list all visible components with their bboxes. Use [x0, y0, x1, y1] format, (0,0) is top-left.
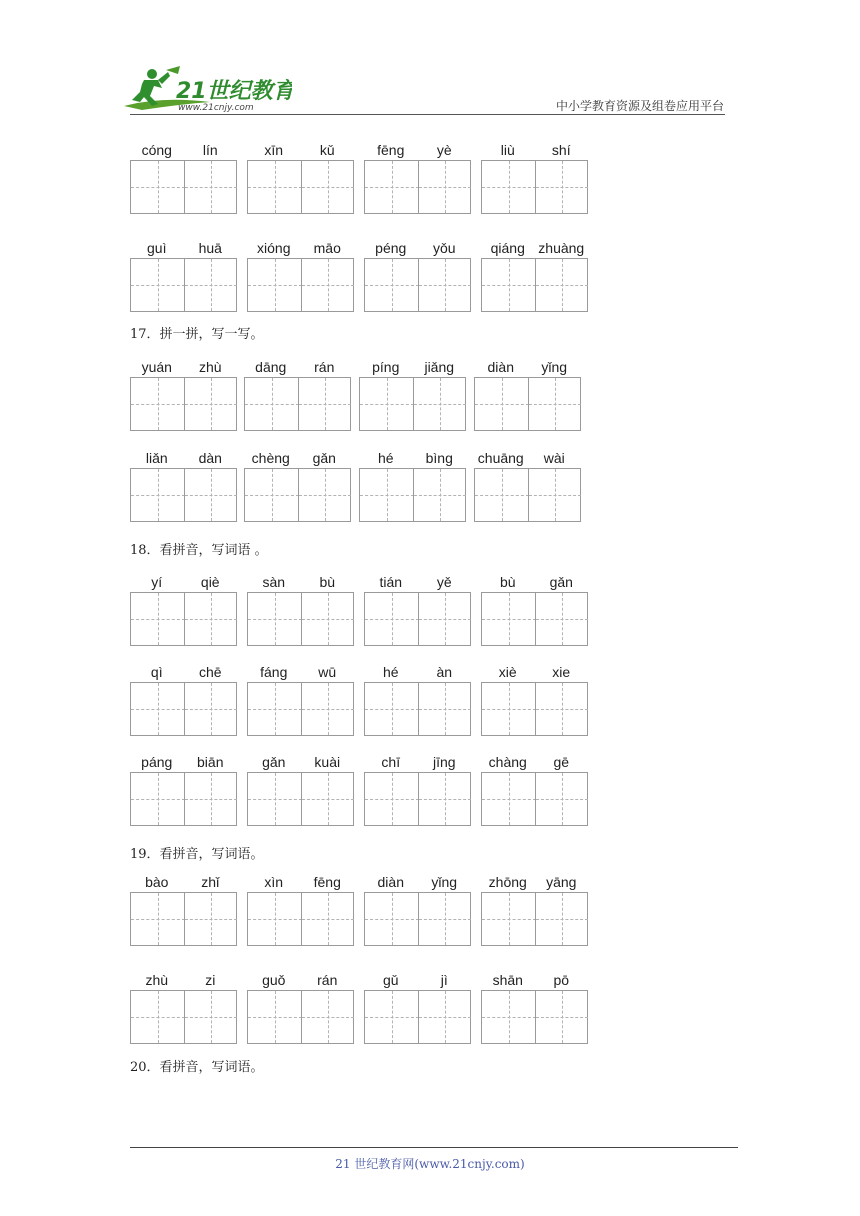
- writing-grid[interactable]: [247, 682, 354, 736]
- writing-grid[interactable]: [481, 990, 588, 1044]
- character-cell[interactable]: [131, 991, 185, 1043]
- guide-line-vertical: [272, 378, 273, 430]
- pinyin-syllable: diàn: [487, 359, 514, 375]
- guide-line-vertical: [211, 593, 212, 645]
- guide-line-vertical: [158, 893, 159, 945]
- guide-line-vertical: [328, 161, 329, 213]
- guide-line-vertical: [562, 259, 563, 311]
- writing-grid[interactable]: [481, 682, 588, 736]
- writing-grid[interactable]: [130, 468, 237, 522]
- pinyin-syllable: chī: [381, 754, 401, 770]
- character-cell[interactable]: [535, 893, 589, 945]
- pinyin-syllable: gǔ: [382, 972, 399, 988]
- character-cell[interactable]: [528, 378, 582, 430]
- pinyin-syllable: liù: [500, 142, 515, 158]
- writing-grid[interactable]: [247, 592, 354, 646]
- character-cell[interactable]: [482, 259, 536, 311]
- guide-line-vertical: [328, 773, 329, 825]
- character-cell[interactable]: [301, 893, 355, 945]
- pinyin-syllable: dàn: [198, 450, 222, 466]
- writing-grid[interactable]: [364, 682, 471, 736]
- guide-line-vertical: [562, 161, 563, 213]
- character-cell[interactable]: [301, 683, 355, 735]
- character-cell[interactable]: [248, 991, 302, 1043]
- guide-line-vertical: [211, 893, 212, 945]
- character-cell[interactable]: [418, 893, 472, 945]
- pinyin-syllable: chèng: [251, 450, 290, 466]
- pinyin-syllable: zhù: [145, 972, 169, 988]
- pinyin-syllable: biān: [197, 754, 224, 770]
- guide-line-vertical: [275, 773, 276, 825]
- pinyin-syllable: bìng: [425, 450, 453, 466]
- character-cell[interactable]: [365, 893, 419, 945]
- guide-line-vertical: [211, 161, 212, 213]
- character-cell[interactable]: [365, 991, 419, 1043]
- character-cell[interactable]: [131, 378, 185, 430]
- pinyin-syllable: huā: [198, 240, 222, 256]
- character-cell[interactable]: [184, 773, 238, 825]
- guide-line-vertical: [158, 161, 159, 213]
- runner-logo-icon: [122, 66, 292, 112]
- character-cell[interactable]: [365, 259, 419, 311]
- pinyin-syllable: yǐng: [541, 359, 568, 375]
- character-cell[interactable]: [528, 469, 582, 521]
- character-cell[interactable]: [131, 893, 185, 945]
- character-cell[interactable]: [365, 773, 419, 825]
- character-cell[interactable]: [413, 378, 467, 430]
- question-17-title: 17．拼一拼，写一写。: [130, 327, 264, 342]
- guide-line-vertical: [275, 893, 276, 945]
- guide-line-vertical: [509, 593, 510, 645]
- pinyin-syllable: cóng: [141, 142, 172, 158]
- page-header: [0, 0, 860, 120]
- guide-line-vertical: [328, 893, 329, 945]
- pinyin-syllable: liǎn: [145, 450, 168, 466]
- pinyin-syllable: fēng: [313, 874, 341, 890]
- character-cell[interactable]: [365, 161, 419, 213]
- guide-line-vertical: [509, 161, 510, 213]
- pinyin-syllable: kǔ: [319, 142, 335, 158]
- pinyin-syllable: guì: [147, 240, 167, 256]
- writing-grid[interactable]: [364, 990, 471, 1044]
- header-divider: [130, 114, 725, 115]
- character-cell[interactable]: [298, 469, 352, 521]
- pinyin-syllable: shān: [492, 972, 523, 988]
- guide-line-vertical: [509, 893, 510, 945]
- character-cell[interactable]: [301, 593, 355, 645]
- guide-line-vertical: [275, 593, 276, 645]
- guide-line-vertical: [275, 991, 276, 1043]
- character-cell[interactable]: [301, 773, 355, 825]
- character-cell[interactable]: [535, 161, 589, 213]
- pinyin-syllable: gē: [553, 754, 570, 770]
- pinyin-syllable: zi: [205, 972, 216, 988]
- pinyin-syllable: hé: [377, 450, 394, 466]
- guide-line-vertical: [509, 773, 510, 825]
- writing-grid[interactable]: [247, 990, 354, 1044]
- pinyin-syllable: bào: [145, 874, 169, 890]
- character-cell[interactable]: [301, 991, 355, 1043]
- guide-line-vertical: [562, 991, 563, 1043]
- pinyin-syllable: kuài: [314, 754, 341, 770]
- footer-site-link[interactable]: 21 世纪教育网(www.21cnjy.com): [335, 1157, 525, 1171]
- guide-line-vertical: [211, 683, 212, 735]
- guide-line-vertical: [502, 469, 503, 521]
- guide-line-vertical: [445, 161, 446, 213]
- guide-line-vertical: [392, 991, 393, 1043]
- character-cell[interactable]: [535, 593, 589, 645]
- character-cell[interactable]: [418, 773, 472, 825]
- guide-line-vertical: [328, 991, 329, 1043]
- character-cell[interactable]: [535, 773, 589, 825]
- pinyin-syllable: dāng: [255, 359, 287, 375]
- pinyin-syllable: qiáng: [490, 240, 525, 256]
- guide-line-vertical: [275, 259, 276, 311]
- guide-line-vertical: [440, 378, 441, 430]
- pinyin-syllable: fáng: [260, 664, 288, 680]
- site-tagline: 中小学教育资源及组卷应用平台: [555, 99, 724, 113]
- writing-grid[interactable]: [130, 682, 237, 736]
- pinyin-syllable: bù: [319, 574, 336, 590]
- pinyin-syllable: xìn: [264, 874, 284, 890]
- writing-grid[interactable]: [130, 258, 237, 312]
- character-cell[interactable]: [482, 893, 536, 945]
- guide-line-vertical: [445, 259, 446, 311]
- character-cell[interactable]: [475, 378, 529, 430]
- character-cell[interactable]: [184, 259, 238, 311]
- character-cell[interactable]: [418, 991, 472, 1043]
- guide-line-vertical: [325, 469, 326, 521]
- character-cell[interactable]: [131, 773, 185, 825]
- pinyin-syllable: jiǎng: [424, 359, 455, 375]
- guide-line-vertical: [562, 893, 563, 945]
- character-cell[interactable]: [365, 593, 419, 645]
- pinyin-syllable: qiè: [200, 574, 220, 590]
- pinyin-syllable: wū: [318, 664, 337, 680]
- pinyin-syllable: sàn: [262, 574, 286, 590]
- pinyin-syllable: lín: [202, 142, 218, 158]
- writing-grid[interactable]: [130, 990, 237, 1044]
- guide-line-vertical: [158, 683, 159, 735]
- character-cell[interactable]: [482, 161, 536, 213]
- pinyin-syllable: gǎn: [262, 754, 286, 770]
- guide-line-vertical: [392, 683, 393, 735]
- writing-grid[interactable]: [130, 377, 237, 431]
- guide-line-vertical: [445, 773, 446, 825]
- pinyin-syllable: wài: [543, 450, 565, 466]
- writing-grid[interactable]: [244, 468, 351, 522]
- guide-line-vertical: [387, 378, 388, 430]
- writing-grid[interactable]: [481, 160, 588, 214]
- writing-grid[interactable]: [244, 377, 351, 431]
- writing-grid[interactable]: [247, 160, 354, 214]
- pinyin-syllable: zhuàng: [538, 240, 585, 256]
- guide-line-vertical: [158, 469, 159, 521]
- character-cell[interactable]: [298, 378, 352, 430]
- guide-line-vertical: [445, 593, 446, 645]
- character-cell[interactable]: [184, 593, 238, 645]
- writing-grid[interactable]: [481, 892, 588, 946]
- guide-line-vertical: [445, 683, 446, 735]
- guide-line-vertical: [211, 773, 212, 825]
- writing-grid[interactable]: [130, 160, 237, 214]
- guide-line-vertical: [502, 378, 503, 430]
- pinyin-syllable: yuán: [141, 359, 172, 375]
- pinyin-syllable: xióng: [257, 240, 291, 256]
- character-cell[interactable]: [535, 259, 589, 311]
- writing-grid[interactable]: [130, 772, 237, 826]
- character-cell[interactable]: [248, 683, 302, 735]
- guide-line-vertical: [158, 593, 159, 645]
- character-cell[interactable]: [248, 893, 302, 945]
- writing-grid[interactable]: [364, 592, 471, 646]
- writing-grid[interactable]: [474, 468, 581, 522]
- character-cell[interactable]: [413, 469, 467, 521]
- guide-line-vertical: [392, 161, 393, 213]
- pinyin-syllable: yí: [151, 574, 163, 590]
- svg-text:www.21cnjy.com: www.21cnjy.com: [178, 103, 254, 112]
- pinyin-syllable: hé: [382, 664, 399, 680]
- guide-line-vertical: [387, 469, 388, 521]
- writing-grid[interactable]: [364, 892, 471, 946]
- guide-line-vertical: [158, 259, 159, 311]
- character-cell[interactable]: [301, 259, 355, 311]
- writing-grid[interactable]: [364, 772, 471, 826]
- guide-line-vertical: [275, 683, 276, 735]
- character-cell[interactable]: [184, 378, 238, 430]
- guide-line-vertical: [211, 991, 212, 1043]
- pinyin-syllable: bù: [499, 574, 516, 590]
- character-cell[interactable]: [482, 991, 536, 1043]
- writing-grid[interactable]: [481, 258, 588, 312]
- guide-line-vertical: [158, 378, 159, 430]
- character-cell[interactable]: [184, 161, 238, 213]
- pinyin-syllable: píng: [372, 359, 400, 375]
- question-19-title: 19．看拼音，写词语。: [130, 847, 264, 862]
- character-cell[interactable]: [245, 469, 299, 521]
- guide-line-vertical: [392, 259, 393, 311]
- writing-grid[interactable]: [359, 377, 466, 431]
- guide-line-vertical: [211, 378, 212, 430]
- pinyin-syllable: chàng: [488, 754, 527, 770]
- character-cell[interactable]: [184, 991, 238, 1043]
- writing-grid[interactable]: [247, 258, 354, 312]
- pinyin-syllable: gǎn: [312, 450, 336, 466]
- pinyin-syllable: jīng: [432, 754, 456, 770]
- writing-grid[interactable]: [130, 892, 237, 946]
- character-cell[interactable]: [360, 378, 414, 430]
- character-cell[interactable]: [482, 683, 536, 735]
- site-logo: [122, 66, 292, 117]
- guide-line-vertical: [555, 378, 556, 430]
- pinyin-syllable: chē: [198, 664, 222, 680]
- pinyin-syllable: jì: [440, 972, 448, 988]
- writing-grid[interactable]: [364, 160, 471, 214]
- character-cell[interactable]: [131, 683, 185, 735]
- guide-line-vertical: [211, 259, 212, 311]
- guide-line-vertical: [328, 259, 329, 311]
- pinyin-syllable: rán: [317, 972, 338, 988]
- character-cell[interactable]: [184, 469, 238, 521]
- guide-line-vertical: [509, 683, 510, 735]
- pinyin-syllable: pō: [553, 972, 570, 988]
- pinyin-syllable: zhù: [198, 359, 222, 375]
- character-cell[interactable]: [535, 991, 589, 1043]
- guide-line-vertical: [445, 991, 446, 1043]
- writing-grid[interactable]: [130, 592, 237, 646]
- character-cell[interactable]: [360, 469, 414, 521]
- pinyin-syllable: yǐng: [431, 874, 458, 890]
- character-cell[interactable]: [365, 683, 419, 735]
- guide-line-vertical: [562, 593, 563, 645]
- pinyin-syllable: xie: [552, 664, 571, 680]
- guide-line-vertical: [392, 893, 393, 945]
- pinyin-syllable: diàn: [377, 874, 404, 890]
- pinyin-syllable: zhōng: [488, 874, 527, 890]
- character-cell[interactable]: [418, 683, 472, 735]
- character-cell[interactable]: [184, 683, 238, 735]
- character-cell[interactable]: [248, 161, 302, 213]
- footer-divider: [130, 1147, 738, 1148]
- character-cell[interactable]: [482, 593, 536, 645]
- question-20-title: 20．看拼音，写词语。: [130, 1060, 264, 1075]
- guide-line-vertical: [555, 469, 556, 521]
- character-cell[interactable]: [248, 259, 302, 311]
- writing-grid[interactable]: [481, 772, 588, 826]
- pinyin-syllable: tián: [379, 574, 403, 590]
- character-cell[interactable]: [418, 593, 472, 645]
- guide-line-vertical: [328, 683, 329, 735]
- character-cell[interactable]: [301, 161, 355, 213]
- guide-line-vertical: [275, 161, 276, 213]
- guide-line-vertical: [445, 893, 446, 945]
- guide-line-vertical: [440, 469, 441, 521]
- question-18-title: 18．看拼音，写词语 。: [130, 543, 268, 558]
- guide-line-vertical: [392, 773, 393, 825]
- character-cell[interactable]: [184, 893, 238, 945]
- pinyin-syllable: páng: [141, 754, 173, 770]
- pinyin-syllable: gǎn: [549, 574, 573, 590]
- pinyin-syllable: chuāng: [477, 450, 524, 466]
- guide-line-vertical: [158, 773, 159, 825]
- pinyin-syllable: péng: [375, 240, 407, 256]
- pinyin-syllable: xīn: [264, 142, 284, 158]
- svg-text:21世纪教育: 21世纪教育: [176, 79, 292, 104]
- character-cell[interactable]: [131, 469, 185, 521]
- guide-line-vertical: [211, 469, 212, 521]
- pinyin-syllable: qì: [150, 664, 163, 680]
- character-cell[interactable]: [248, 773, 302, 825]
- guide-line-vertical: [392, 593, 393, 645]
- character-cell[interactable]: [248, 593, 302, 645]
- character-cell[interactable]: [418, 161, 472, 213]
- pinyin-syllable: yě: [436, 574, 452, 590]
- pinyin-syllable: māo: [313, 240, 341, 256]
- guide-line-vertical: [509, 259, 510, 311]
- pinyin-syllable: yè: [436, 142, 452, 158]
- character-cell[interactable]: [535, 683, 589, 735]
- writing-grid[interactable]: [359, 468, 466, 522]
- writing-grid[interactable]: [364, 258, 471, 312]
- character-cell[interactable]: [245, 378, 299, 430]
- pinyin-syllable: yāng: [546, 874, 577, 890]
- pinyin-syllable: fēng: [377, 142, 405, 158]
- guide-line-vertical: [272, 469, 273, 521]
- pinyin-syllable: àn: [436, 664, 453, 680]
- character-cell[interactable]: [131, 161, 185, 213]
- guide-line-vertical: [158, 991, 159, 1043]
- writing-grid[interactable]: [481, 592, 588, 646]
- character-cell[interactable]: [475, 469, 529, 521]
- pinyin-syllable: xiè: [498, 664, 517, 680]
- guide-line-vertical: [509, 991, 510, 1043]
- pinyin-syllable: shí: [551, 142, 571, 158]
- pinyin-syllable: guǒ: [262, 972, 286, 988]
- guide-line-vertical: [562, 773, 563, 825]
- guide-line-vertical: [562, 683, 563, 735]
- pinyin-syllable: zhǐ: [201, 874, 220, 890]
- character-cell[interactable]: [482, 773, 536, 825]
- writing-grid[interactable]: [247, 772, 354, 826]
- writing-grid[interactable]: [247, 892, 354, 946]
- guide-line-vertical: [325, 378, 326, 430]
- character-cell[interactable]: [131, 593, 185, 645]
- guide-line-vertical: [328, 593, 329, 645]
- character-cell[interactable]: [131, 259, 185, 311]
- writing-grid[interactable]: [474, 377, 581, 431]
- pinyin-syllable: rán: [314, 359, 335, 375]
- pinyin-syllable: yǒu: [432, 240, 456, 256]
- character-cell[interactable]: [418, 259, 472, 311]
